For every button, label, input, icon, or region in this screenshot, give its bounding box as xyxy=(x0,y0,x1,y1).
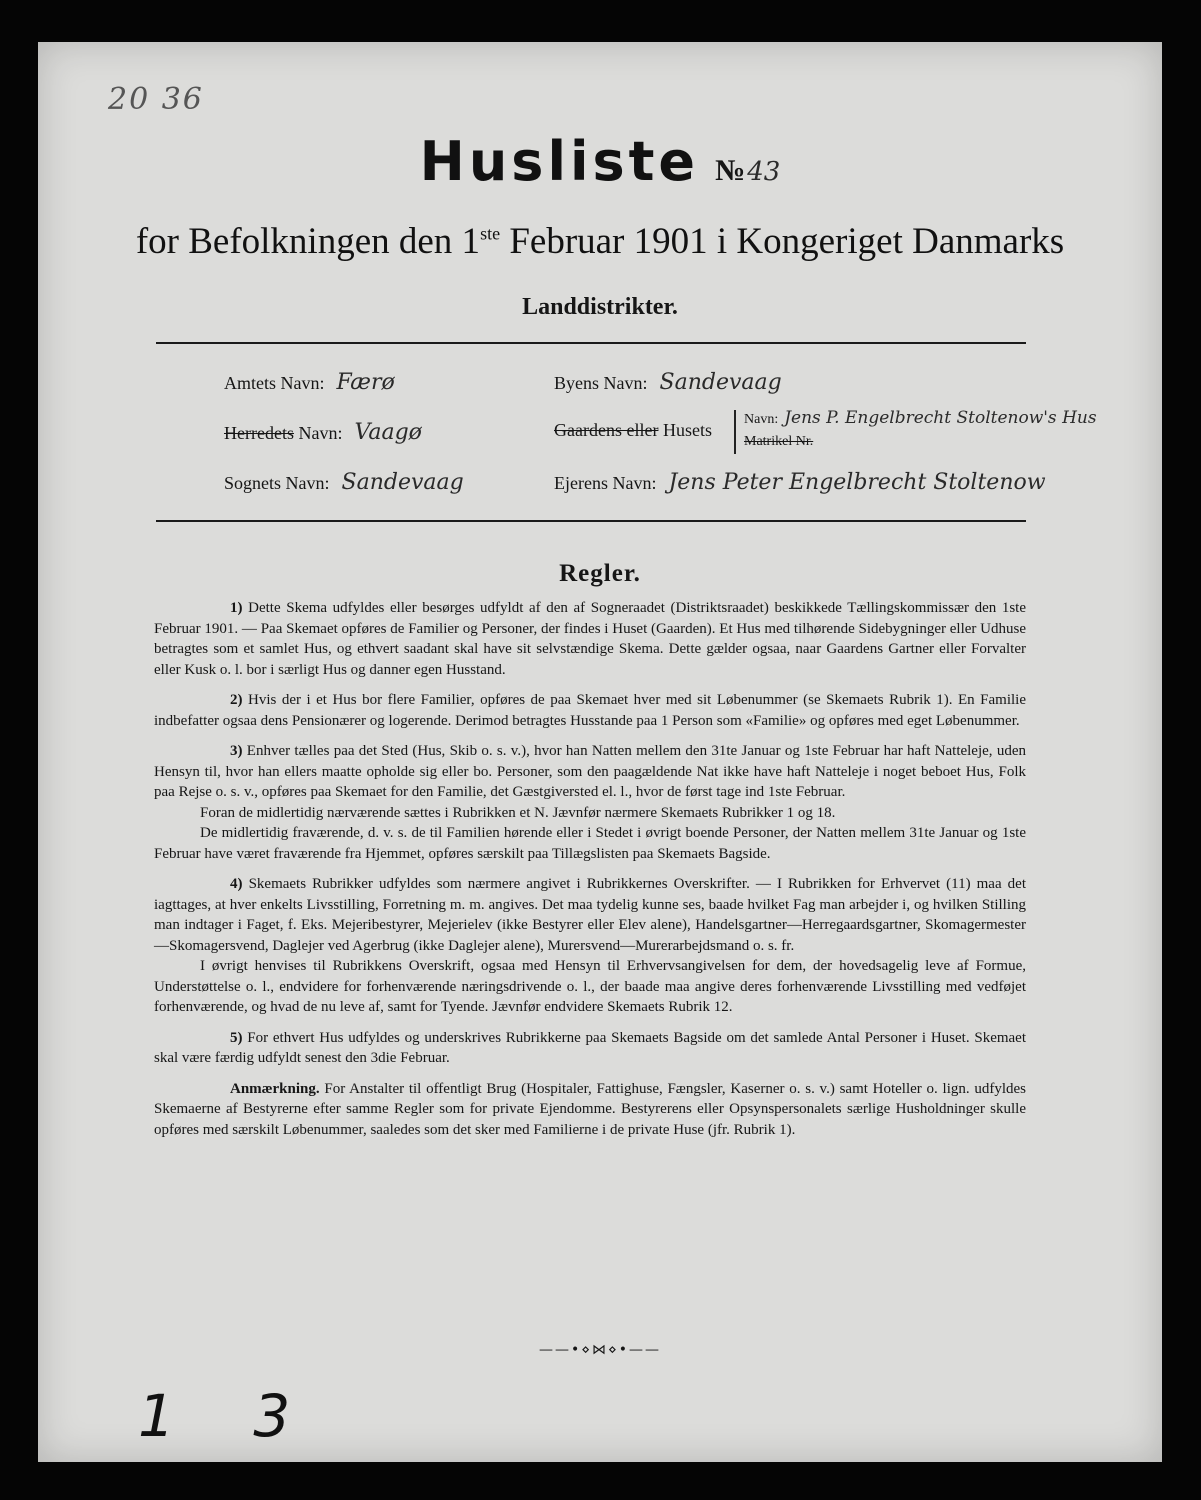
rule-3-number: 3) xyxy=(230,743,243,759)
district-type: Landdistrikter. xyxy=(522,294,678,320)
subtitle-superscript: ste xyxy=(480,223,501,244)
rule-2-text: Hvis der i et Hus bor flere Familier, opføres de paa Skemaet hver med sit Løbenummer (se Skemaets Rubrik 1). En Familie indbefatter ogsaa dens Pensionærer og logerende. Derimod betragtes Husstande paa 1 Person som «Familie» og opføres med eget Løbenummer. xyxy=(154,692,1026,729)
rule-3-text: Enhver tælles paa det Sted (Hus, Skib o. s. v.), hvor han Natten mellem den 31te Januar og 1ste Februar har haft Natteleje, uden Hensyn til, hvor han ellers maatte opholde sig eller bo. Personer, som den paagældende Nat ikke have haft Natteleje i noget beboet Hus, Folk paa Rejse o. s. v., opføres paa Skemaet for den Familie, det Gæstgiversted el. l., hvor de først tage ind 1ste Februar. xyxy=(154,743,1026,800)
rule-4-number: 4) xyxy=(230,876,243,892)
rules-body xyxy=(154,598,1026,1150)
herred-label: Navn: xyxy=(298,423,343,443)
ornament-divider: ——•⋄⋈⋄•—— xyxy=(538,1342,662,1358)
form-title: Husliste xyxy=(419,130,700,193)
house-name-value: Jens P. Engelbrecht Stoltenow's Hus xyxy=(784,408,1097,428)
ejer-label: Ejerens Navn: xyxy=(554,473,657,493)
sogn-field xyxy=(224,470,464,495)
rules-heading: Regler. xyxy=(559,560,641,587)
matrikel-label: Matrikel Nr. xyxy=(744,434,814,449)
rule-2 xyxy=(154,690,1026,731)
rule-1 xyxy=(154,598,1026,680)
rule-5-text: For ethvert Hus udfyldes og underskrives Rubrikkerne paa Skemaets Bagside om det samlede Antal Personer i Huset. Skemaet skal være færdig udfyldt senest den 3die Februar. xyxy=(154,1029,1027,1066)
census-form-page xyxy=(38,42,1162,1462)
subtitle-part-b: Februar 1901 i Kongeriget Danmarks xyxy=(500,221,1065,262)
house-name-label: Navn: xyxy=(744,412,779,427)
number-sign: № xyxy=(715,154,746,187)
annotation-note xyxy=(154,1079,1026,1141)
page-mark: 1 3 xyxy=(138,1382,321,1450)
sogn-label: Sognets Navn: xyxy=(224,473,330,493)
herred-field xyxy=(224,420,422,445)
rule-4 xyxy=(154,874,1026,956)
rule-3-paragraph-2: Foran de midlertidig nærværende sættes i Rubrikken et N. Jævnfør nærmere Skemaets Rubrikker 1 og 18. xyxy=(200,804,836,821)
ejer-field xyxy=(554,470,1046,495)
note-text: For Anstalter til offentligt Brug (Hospitaler, Fattighuse, Fængsler, Kaserner o. s. v.) samt Hoteller o. lign. udfyldes Skemaerne af Bestyrerne efter samme Regler som for private Ejendomme. Bestyrerens eller Opsynspersonalets særlige Husholdninger skulle opføres med særskilt Løbenummer, saaledes som det sker med Familierne i de private Huse (jfr. Rubrik 1). xyxy=(154,1080,1027,1138)
herred-value: Vaagø xyxy=(354,420,422,445)
subtitle xyxy=(38,220,1162,263)
rule-4-paragraph-2: I øvrigt henvises til Rubrikkens Overskrift, ogsaa med Hensyn til Erhvervsangivelsen for dem, der hovedsagelig leve af Formue, Understøttelse o. l., endvidere for forhenværende næringsdrivende o. l., der baade maa angive deres forhenværende Livsstilling med vedføjet forhenværende, og hvad de nu leve af, samt for Tyende. Jævnfør endvidere Skemaets Rubrik 12. xyxy=(154,958,1026,1015)
ejer-value: Jens Peter Engelbrecht Stoltenow xyxy=(668,470,1046,495)
herred-label-struck: Herredets xyxy=(224,423,294,443)
amt-label: Amtets Navn: xyxy=(224,373,325,393)
house-name-field xyxy=(744,408,1097,428)
archive-number: 20 36 xyxy=(108,82,204,117)
rule-1-text: Dette Skema udfyldes eller besørges udfyldt af den af Sogneraadet (Distriktsraadet) beskikkede Tællingskommissær den 1ste Februar 1901. — Paa Skemaet opføres de Familier og Personer, der findes i Huset (Gaarden). Et Hus med tilhørende Sidebygninger eller Udhuse betragtes som et samlet Hus, og ethvert saadant skal have sit selvstændige Skema. Dette gælder ogsaa, naar Gaardens Gartner eller Forvalter eller Kusk o. l. bor i særligt Hus og danner egen Husstand. xyxy=(154,600,1027,678)
top-divider xyxy=(156,342,1026,344)
bottom-divider xyxy=(156,520,1026,522)
rule-1-number: 1) xyxy=(230,600,243,616)
rule-4-text: Skemaets Rubrikker udfyldes som nærmere angivet i Rubrikkernes Overskrifter. — I Rubrikken for Erhvervet (11) maa det iagttages, at hver enkelts Livsstilling, Forretning m. m. angives. Det maa tydelig kunne ses, baade hvilket Fag man arbejder i, og hvilken Stilling man indtager i Faget, f. Eks. Mejeribestyrer, Mejerielev (ikke Bestyrer eller Elev alene), Handelsgartner—Herregaardsgartner, Skomagermester—Skomagersvend, Daglejer ved Agerbrug (ikke Daglejer alene), Murersvend—Murerarbejdsmand o. s. fr. xyxy=(154,876,1026,954)
title-row xyxy=(38,130,1162,193)
amt-field xyxy=(224,370,395,395)
house-list-number: 43 xyxy=(747,157,781,187)
rule-3-paragraph-3: De midlertidig fraværende, d. v. s. de til Familien hørende eller i Stedet i øvrigt boende Personer, der Natten mellem 31te Januar og 1ste Februar have været fraværende fra Hjemmet, opføres særskilt paa Tillægslisten paa Skemaets Bagside. xyxy=(154,825,1026,862)
by-field xyxy=(554,370,782,395)
gaard-label-struck: Gaardens eller xyxy=(554,420,659,440)
subtitle-part-a: for Befolkningen den 1 xyxy=(135,221,481,262)
field-bracket xyxy=(734,410,742,454)
rule-5 xyxy=(154,1028,1026,1069)
sogn-value: Sandevaag xyxy=(341,470,464,495)
note-label: Anmærkning. xyxy=(230,1080,320,1097)
gaard-field xyxy=(554,420,712,441)
by-label: Byens Navn: xyxy=(554,373,648,393)
gaard-label: Husets xyxy=(662,420,712,440)
rule-3 xyxy=(154,741,1026,803)
rule-5-number: 5) xyxy=(230,1029,243,1046)
by-value: Sandevaag xyxy=(659,370,782,395)
rule-2-number: 2) xyxy=(230,692,243,708)
amt-value: Færø xyxy=(336,370,395,395)
